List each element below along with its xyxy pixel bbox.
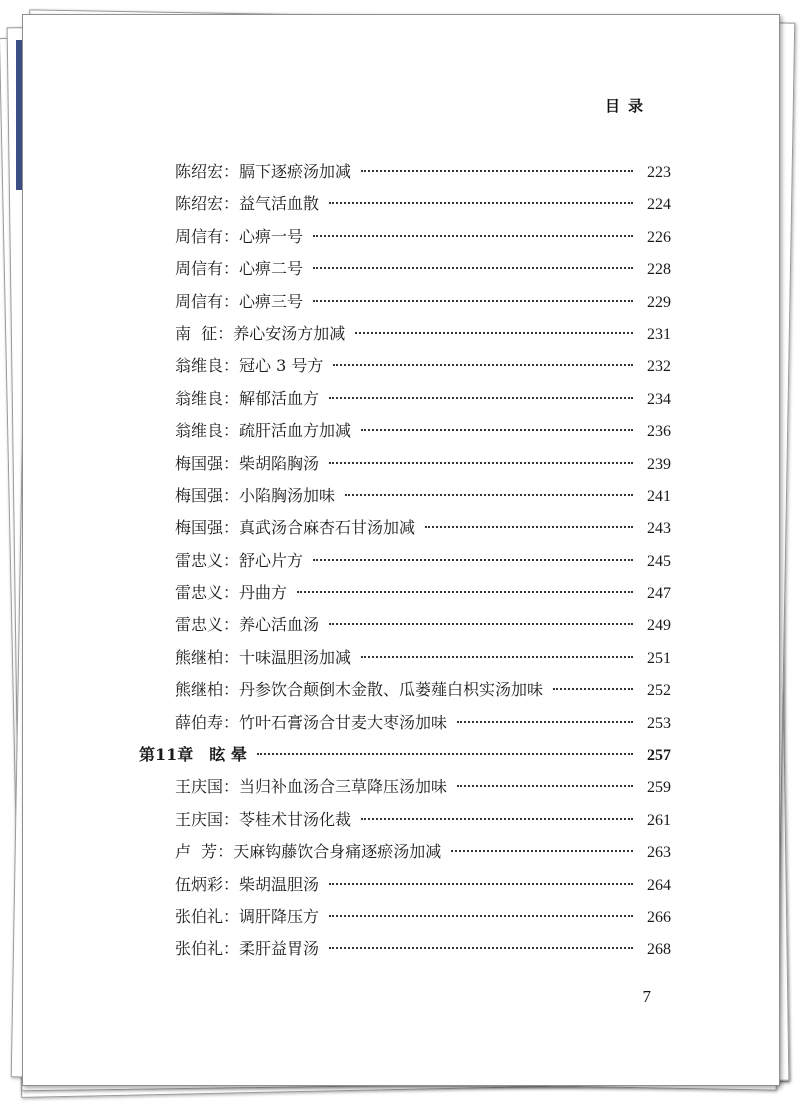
toc-entry-title: 冠心 3 号方 [239,356,324,376]
toc-separator: ： [223,939,240,959]
toc-entry-author: 雷忠义 [175,615,224,635]
dot-leader [457,785,633,787]
toc-page-number: 266 [647,908,671,926]
dot-leader [361,656,633,658]
dot-leader [457,721,633,723]
dot-leader [553,688,633,690]
toc-separator: ： [223,421,240,441]
dot-leader [313,559,633,561]
dot-leader [329,623,633,625]
toc-separator: ： [223,777,240,797]
toc-page-number: 252 [647,682,671,700]
toc-entry-row[interactable] [139,577,671,609]
toc-entry-title: 竹叶石膏汤合甘麦大枣汤加味 [239,712,448,732]
toc-entry-author: 熊继柏 [175,680,224,700]
toc-separator: ： [223,680,240,700]
toc-separator: ： [223,809,240,829]
toc-entry-row[interactable] [139,609,671,641]
dot-leader [329,462,633,464]
toc-entry-title: 舒心片方 [239,550,304,570]
toc-separator: ： [223,615,240,635]
toc-entry-author: 陈绍宏 [175,162,224,181]
toc-entry-author: 薛伯寿 [175,712,224,732]
toc-chapter-row[interactable] [139,739,671,771]
toc-entry-row[interactable] [139,869,671,901]
dot-leader [355,332,633,334]
toc-separator: ： [223,874,240,894]
toc-entry-author: 熊继柏 [175,647,224,667]
toc-entry-title: 疏肝活血方加减 [239,421,352,441]
toc-separator: ： [223,453,240,473]
toc-entry-row[interactable] [139,188,671,220]
toc-entry-author: 翁维良 [175,388,224,408]
toc-separator: ： [223,194,240,214]
toc-entry-row[interactable] [139,901,671,933]
toc-page-number: 224 [647,196,671,214]
toc-entry-row[interactable] [139,512,671,544]
toc-entry-row[interactable] [139,707,671,739]
toc-page-number: 261 [647,811,671,829]
toc-page-number: 251 [647,649,671,667]
toc-separator: ： [223,162,240,181]
toc-entry-row[interactable] [139,674,671,706]
toc-entry-row[interactable] [139,253,671,285]
dot-leader [257,753,633,755]
toc-entry-title: 养心安汤方加减 [233,323,346,343]
toc-separator: ： [223,906,240,926]
dot-leader [345,494,633,496]
toc-page-number: 228 [647,261,671,279]
toc-entry-author: 卢 芳 [175,842,218,862]
toc-separator: ： [223,647,240,667]
toc-separator: ： [223,226,240,246]
toc-page-number: 234 [647,390,671,408]
dot-leader [333,364,633,366]
dot-leader [425,526,633,528]
toc-page-number: 259 [647,779,671,797]
toc-entry-author: 周信有 [175,291,224,311]
toc-entry-row[interactable] [139,642,671,674]
toc-entry-row[interactable] [139,383,671,415]
toc-entry-author: 翁维良 [175,356,224,376]
toc-entry-row[interactable] [139,318,671,350]
toc-page-number: 239 [647,455,671,473]
toc-entry-author: 翁维良 [175,421,224,441]
toc-entry-author: 南 征 [175,323,218,343]
toc-chapter-title: 眩 晕 [209,745,247,765]
toc-separator [193,739,209,771]
toc-separator: ： [223,485,240,505]
toc-entry-title: 柔肝益胃汤 [239,939,320,959]
document-page [22,14,780,1086]
toc-page-number: 231 [647,325,671,343]
toc-entry-author: 张伯礼 [175,939,224,959]
toc-entry-row[interactable] [139,933,671,965]
toc-entry-title: 益气活血散 [239,194,320,214]
toc-entry-title: 心痹二号 [239,259,304,279]
dot-leader [361,429,633,431]
toc-entry-row[interactable] [139,771,671,803]
toc-entry-author: 伍炳彩 [175,874,224,894]
toc-page-number: 263 [647,844,671,862]
dot-leader [313,300,633,302]
toc-separator: ： [223,259,240,279]
toc-entry-row[interactable] [139,350,671,382]
toc-entry-title: 柴胡陷胸汤 [239,453,320,473]
toc-entry-row[interactable] [139,156,671,188]
dot-leader [361,818,633,820]
dot-leader [329,947,633,949]
toc-entry-row[interactable] [139,415,671,447]
toc-page-number: 232 [647,358,671,376]
toc-entry-title: 膈下逐瘀汤加减 [239,162,352,181]
toc-separator: ： [223,388,240,408]
dot-leader [361,170,633,172]
toc-separator: ： [223,291,240,311]
toc-separator: ： [217,842,234,862]
toc-separator: ： [223,583,240,603]
toc-entry-author: 张伯礼 [175,906,224,926]
toc-entry-title: 真武汤合麻杏石甘汤加减 [239,518,416,538]
dot-leader [313,235,633,237]
toc-entry-row[interactable] [139,804,671,836]
toc-entry-author: 周信有 [175,226,224,246]
toc-page-number: 247 [647,585,671,603]
toc-page-number: 236 [647,423,671,441]
dot-leader [329,202,633,204]
page-number: 7 [642,987,651,1006]
toc-separator: ： [223,712,240,732]
toc-separator: ： [223,356,240,376]
toc-entry-author: 陈绍宏 [175,194,224,214]
toc-entry-title: 调肝降压方 [239,906,320,926]
running-header: 目录 [604,97,651,115]
toc-entry-author: 周信有 [175,259,224,279]
toc-entry-title: 解郁活血方 [239,388,320,408]
toc-entry-row[interactable] [139,286,671,318]
toc-entry-author: 梅国强 [175,518,224,538]
toc-page-number: 229 [647,293,671,311]
toc-entry-title: 小陷胸汤加味 [239,485,336,505]
toc-entry-title: 天麻钩藤饮合身痛逐瘀汤加减 [233,842,442,862]
toc-entry-title: 丹参饮合颠倒木金散、瓜蒌薤白枳实汤加味 [239,680,544,700]
toc-page-number: 243 [647,520,671,538]
toc-entry-author: 梅国强 [175,485,224,505]
toc-entry-author: 王庆国 [175,809,224,829]
dot-leader [297,591,633,593]
toc-separator: ： [223,518,240,538]
dot-leader [451,850,633,852]
toc-entry-row[interactable] [139,480,671,512]
toc-page-number: 268 [647,941,671,959]
toc-entry-row[interactable] [139,836,671,868]
toc-entry-title: 当归补血汤合三草降压汤加味 [239,777,448,797]
toc-entry-title: 苓桂术甘汤化裁 [239,809,352,829]
toc-page-number: 226 [647,228,671,246]
toc-entry-title: 十味温胆汤加减 [239,647,352,667]
toc-entry-author: 王庆国 [175,777,224,797]
toc-chapter-number: 第11章 [139,745,194,765]
toc-entry-row[interactable] [139,221,671,253]
toc-entry-title: 柴胡温胆汤 [239,874,320,894]
toc-page-number: 264 [647,876,671,894]
toc-entry-author: 雷忠义 [175,583,224,603]
table-of-contents [139,156,671,966]
dot-leader [313,267,633,269]
toc-separator: ： [223,550,240,570]
dot-leader [329,915,633,917]
toc-page-number: 253 [647,714,671,732]
toc-entry-title: 心痹一号 [239,226,304,246]
toc-entry-author: 梅国强 [175,453,224,473]
toc-page-number: 241 [647,487,671,505]
toc-entry-title: 养心活血汤 [239,615,320,635]
toc-page-number: 245 [647,552,671,570]
toc-page-number: 223 [647,164,671,181]
toc-entry-author: 雷忠义 [175,550,224,570]
toc-separator: ： [217,323,234,343]
toc-entry-row[interactable] [139,545,671,577]
toc-entry-title: 心痹三号 [239,291,304,311]
toc-entry-row[interactable] [139,448,671,480]
dot-leader [329,397,633,399]
dot-leader [329,883,633,885]
toc-page-number: 257 [647,747,671,765]
toc-entry-title: 丹曲方 [239,583,288,603]
toc-page-number: 249 [647,617,671,635]
